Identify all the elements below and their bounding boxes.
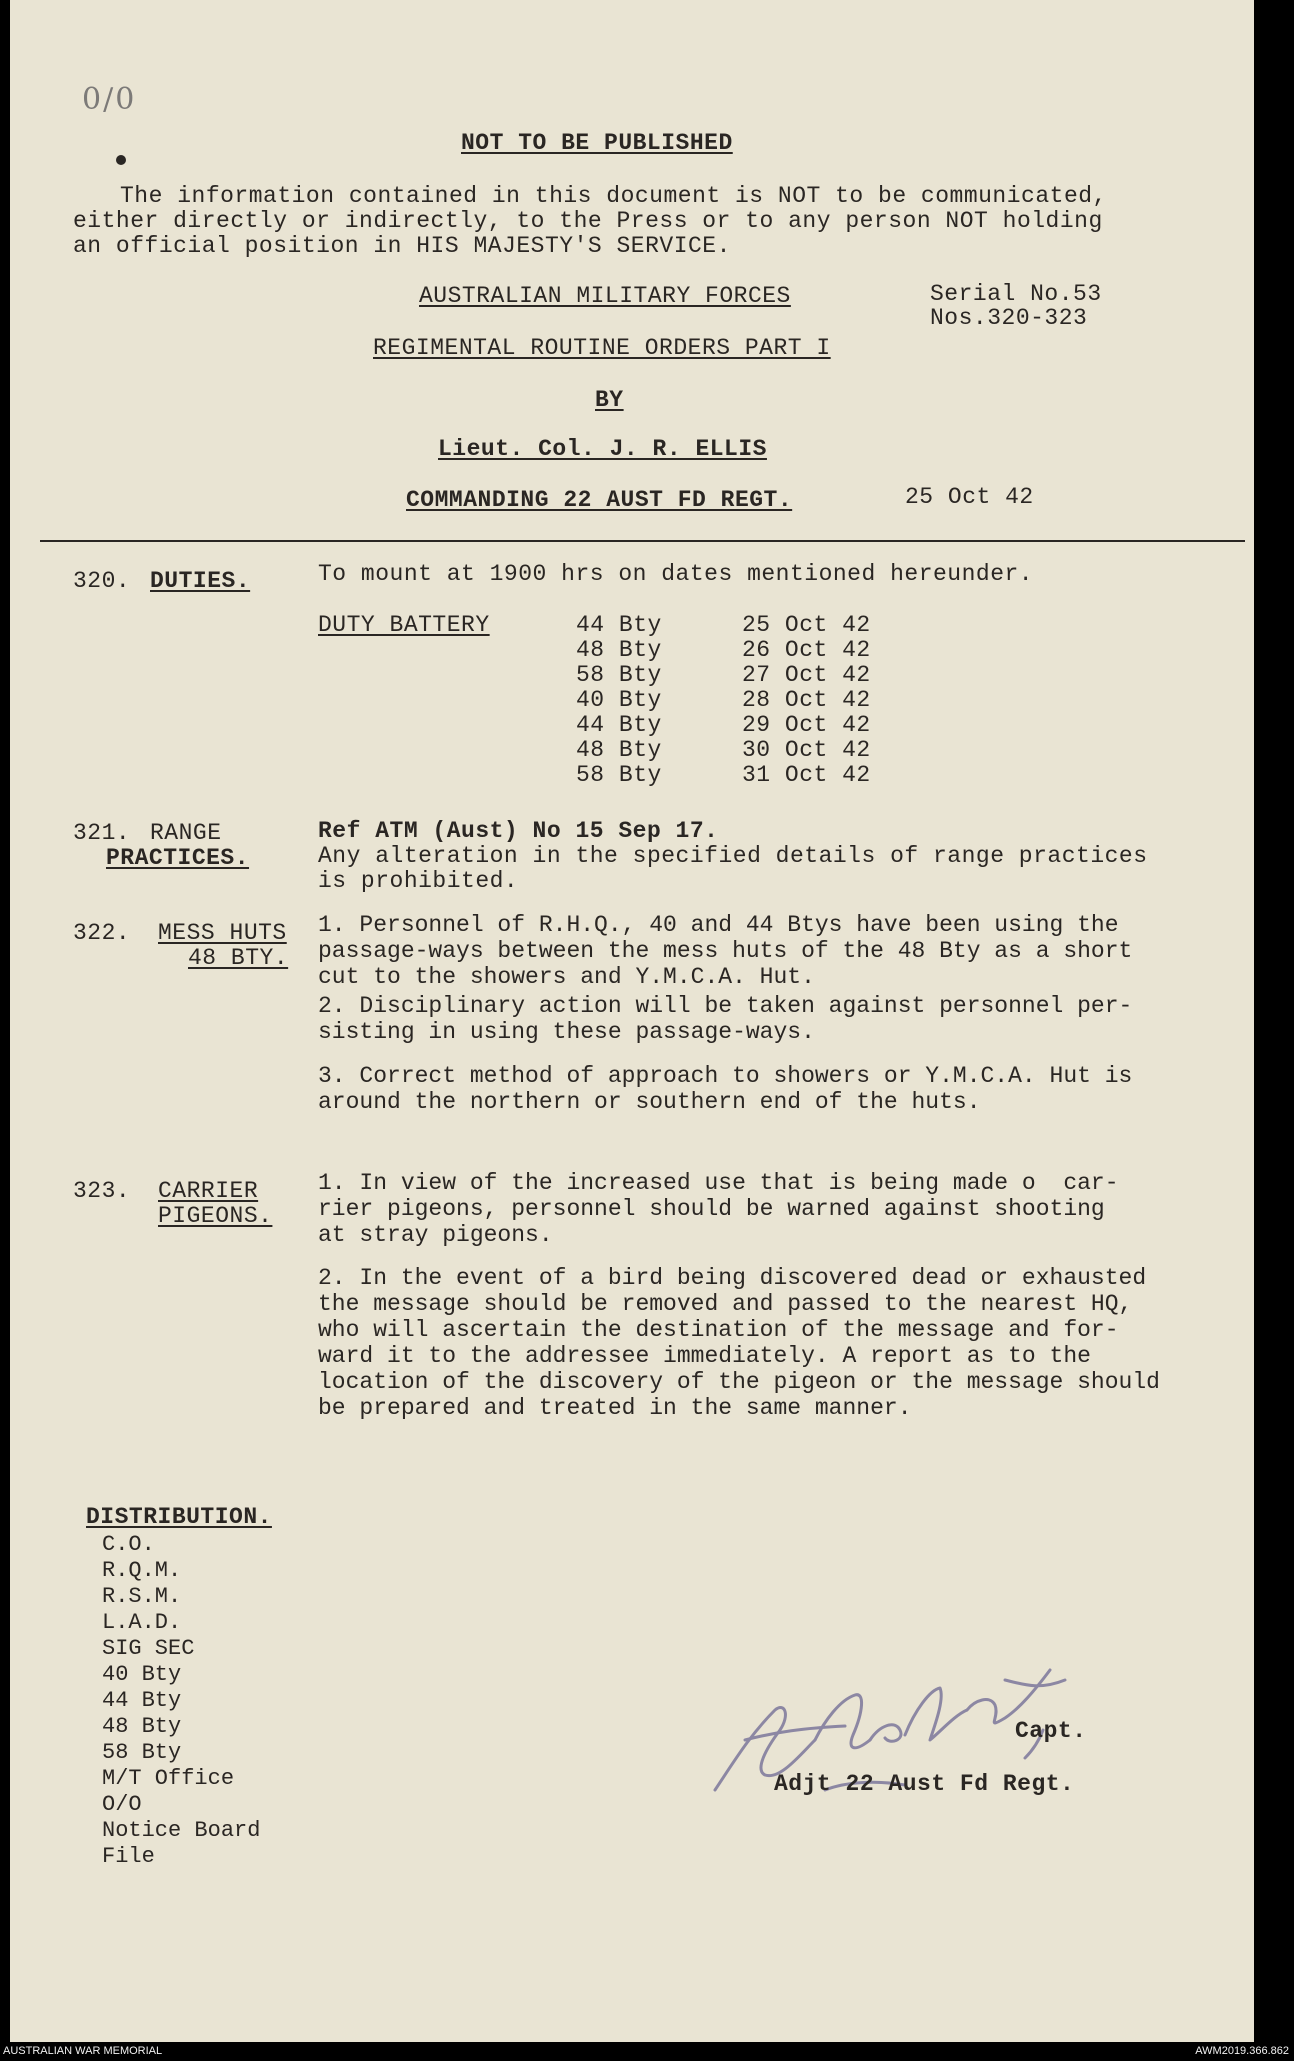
restriction-line-2: either directly or indirectly, to the Press or to any person NOT holding [73, 208, 1103, 234]
roster-bty-5: 44 Bty [576, 712, 662, 738]
restriction-heading: NOT TO BE PUBLISHED [461, 130, 733, 156]
commander-name: Lieut. Col. J. R. ELLIS [438, 436, 767, 462]
handwritten-folio-number: 0/0 [82, 82, 137, 117]
distribution-item: L.A.D. [102, 1610, 182, 1635]
roster-bty-2: 48 Bty [576, 637, 662, 663]
distribution-item: R.Q.M. [102, 1558, 182, 1583]
distribution-item: SIG SEC [102, 1636, 195, 1661]
distribution-heading: DISTRIBUTION. [86, 1504, 272, 1530]
roster-date-6: 30 Oct 42 [742, 737, 871, 763]
order-numbers: Nos.320-323 [930, 305, 1088, 331]
signature-appointment: Adjt 22 Aust Fd Regt. [774, 1771, 1075, 1797]
order-320-text: To mount at 1900 hrs on dates mentioned hereunder. [318, 561, 1034, 587]
order-322-paragraph-3: 3. Correct method of approach to showers or Y.M.C.A. Hut is around the northern or southern end of the huts. [318, 1063, 1133, 1115]
roster-date-2: 26 Oct 42 [742, 637, 871, 663]
order-323-number: 323. [73, 1178, 131, 1204]
order-322-number: 322. [73, 920, 131, 946]
distribution-item: R.S.M. [102, 1584, 182, 1609]
distribution-item: 48 Bty [102, 1714, 182, 1739]
archive-footer [0, 2042, 1294, 2061]
order-323-paragraph-2: 2. In the event of a bird being discovered dead or exhausted the message should be removed and passed to the nearest HQ, who will ascertain the destination of the message and for- ward it to the addressee immediately. A report as to the location of the discovery of the pigeon or the message should be prepared and treated in the same manner. [318, 1265, 1160, 1421]
restriction-line-1: The information contained in this document is NOT to be communicated, [120, 183, 1107, 209]
footer-accession-number: AWM2019.366.862 [1195, 2045, 1289, 2057]
order-322-paragraph-2: 2. Disciplinary action will be taken against personnel per- sisting in using these passage-ways. [318, 993, 1133, 1045]
order-323-heading-2: PIGEONS. [158, 1203, 273, 1229]
by-label: BY [595, 387, 624, 413]
roster-bty-1: 44 Bty [576, 612, 662, 638]
order-321-line-3: is prohibited. [318, 868, 519, 894]
roster-bty-6: 48 Bty [576, 737, 662, 763]
roster-date-7: 31 Oct 42 [742, 762, 871, 788]
duty-battery-label: DUTY BATTERY [318, 612, 490, 638]
serial-number: Serial No.53 [930, 281, 1102, 307]
order-323-paragraph-1: 1. In view of the increased use that is being made o car- rier pigeons, personnel should be warned against shooting at stray pigeons. [318, 1170, 1119, 1248]
unit-heading: AUSTRALIAN MILITARY FORCES [419, 283, 791, 309]
distribution-item: Notice Board [102, 1818, 261, 1843]
order-321-line-2: Any alteration in the specified details of range practices [318, 843, 1148, 869]
order-321-heading-2: PRACTICES. [106, 845, 250, 871]
roster-date-5: 29 Oct 42 [742, 712, 871, 738]
roster-bty-7: 58 Bty [576, 762, 662, 788]
order-320-heading: DUTIES. [150, 568, 251, 594]
distribution-item: 58 Bty [102, 1740, 182, 1765]
distribution-item: 44 Bty [102, 1688, 182, 1713]
roster-date-1: 25 Oct 42 [742, 612, 871, 638]
punch-hole-mark [116, 155, 126, 165]
order-320-number: 320. [73, 568, 131, 594]
roster-bty-4: 40 Bty [576, 687, 662, 713]
distribution-item: File [102, 1844, 155, 1869]
distribution-item: O/O [102, 1792, 142, 1817]
roster-date-3: 27 Oct 42 [742, 662, 871, 688]
distribution-item: C.O. [102, 1532, 155, 1557]
roster-date-4: 28 Oct 42 [742, 687, 871, 713]
order-322-paragraph-1: 1. Personnel of R.H.Q., 40 and 44 Btys have been using the passage-ways between the mess huts of the 48 Bty as a short cut to the showers and Y.M.C.A. Hut. [318, 912, 1133, 990]
distribution-item: 40 Bty [102, 1662, 182, 1687]
document-title: REGIMENTAL ROUTINE ORDERS PART I [373, 335, 831, 361]
order-321-reference: Ref ATM (Aust) No 15 Sep 17. [318, 818, 719, 844]
order-321-number: 321. [73, 820, 131, 846]
header-divider [40, 540, 1245, 542]
order-322-heading-1: MESS HUTS [158, 920, 287, 946]
roster-bty-3: 58 Bty [576, 662, 662, 688]
restriction-line-3: an official position in HIS MAJESTY'S SERVICE. [73, 233, 731, 259]
order-date: 25 Oct 42 [905, 484, 1034, 510]
order-321-heading-1: RANGE [150, 820, 222, 846]
commanding-unit: COMMANDING 22 AUST FD REGT. [406, 487, 793, 513]
order-323-heading-1: CARRIER [158, 1178, 259, 1204]
distribution-item: M/T Office [102, 1766, 235, 1791]
document-page [10, 0, 1254, 2042]
signature-rank: Capt. [1015, 1718, 1087, 1744]
order-322-heading-2: 48 BTY. [188, 945, 289, 971]
footer-institution: AUSTRALIAN WAR MEMORIAL [3, 2045, 163, 2057]
